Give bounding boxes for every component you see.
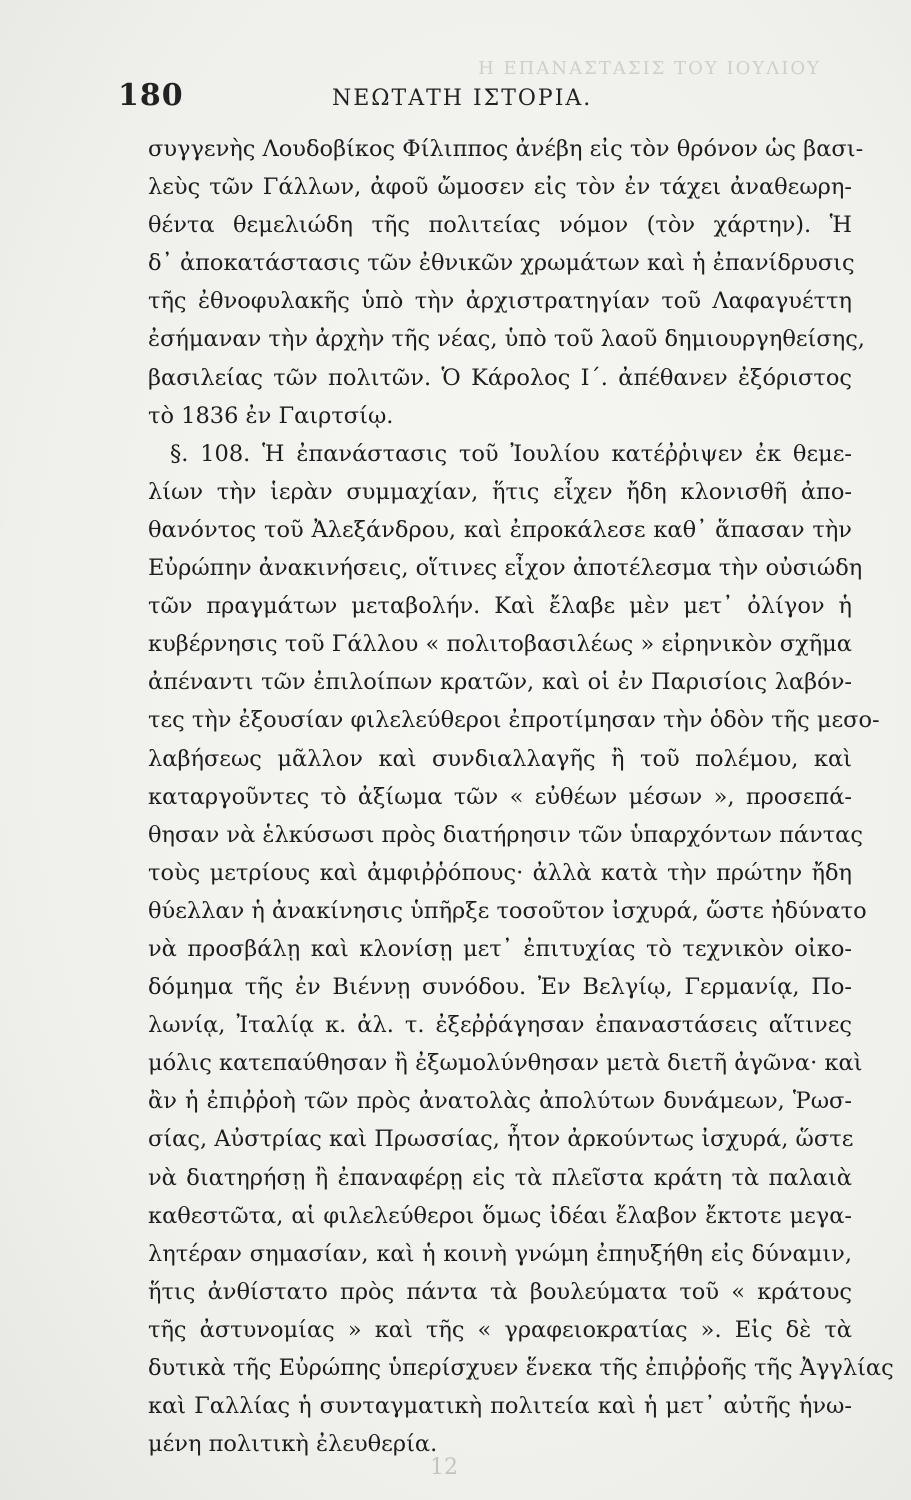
text-line: θησαν νὰ ἑλκύσωσι πρὸς διατήρησιν τῶν ὑπαρχόντων πάντας: [148, 821, 863, 848]
running-title: ΝΕΩΤΑΤΗ ΙΣΤΟΡΙΑ.: [332, 86, 593, 111]
text-line: ἐσήμαναν τὴν ἀρχὴν τῆς νέας, ὑπὸ τοῦ λαοῦ δημιουργηθείσης,: [148, 326, 865, 353]
text-line: τῆς ἐθνοφυλακῆς ὑπὸ τὴν ἀρχιστρατηγίαν τοῦ Λαφαγυέττη: [148, 288, 852, 315]
text-line: τοὺς μετρίους καὶ ἀμφιῤῥόπους· ἀλλὰ κατὰ τὴν πρώτην ἤδη: [148, 859, 852, 886]
text-line: λητέραν σημασίαν, καὶ ἡ κοινὴ γνώμη ἐπηυξήθη εἰς δύναμιν,: [148, 1240, 852, 1267]
text-line: τὸ 1836 ἐν Γαιρτσίῳ.: [148, 402, 394, 429]
text-line: θέντα θεμελιώδη τῆς πολιτείας νόμον (τὸν χάρτην). Ἡ: [148, 212, 852, 239]
text-line: δ᾽ ἀποκατάστασις τῶν ἐθνικῶν χρωμάτων καὶ ἡ ἐπανίδρυσις: [148, 250, 855, 277]
text-line: τῆς ἀστυνομίας » καὶ τῆς « γραφειοκρατίας ». Εἰς δὲ τὰ: [148, 1316, 852, 1343]
text-line: Εὐρώπην ἀνακινήσεις, οἵτινες εἶχον ἀποτέλεσμα τὴν οὐσιώδη: [148, 555, 863, 582]
text-line: νὰ προσβάλῃ καὶ κλονίσῃ μετ᾽ ἐπιτυχίας τὸ τεχνικὸν οἰκο-: [148, 935, 852, 962]
text-line: σίας, Αὐστρίας καὶ Πρωσσίας, ἦτον ἀρκούντως ἰσχυρά, ὥστε: [148, 1126, 854, 1153]
text-line: τῶν πραγμάτων μεταβολήν. Καὶ ἔλαβε μὲν μετ᾽ ὀλίγον ἡ: [148, 593, 852, 620]
text-line: λεὺς τῶν Γάλλων, ἀφοῦ ὤμοσεν εἰς τὸν ἐν τάχει ἀναθεωρη-: [148, 174, 852, 201]
text-line: καθεστῶτα, αἱ φιλελεύθεροι ὅμως ἰδέαι ἔλαβον ἔκτοτε μεγα-: [148, 1202, 852, 1229]
page-number: 180: [118, 78, 184, 113]
text-line: δόμημα τῆς ἐν Βιέννῃ συνόδου. Ἐν Βελγίῳ, Γερμανίᾳ, Πο-: [148, 974, 852, 1001]
text-line: βασιλείας τῶν πολιτῶν. Ὁ Κάρολος Ι΄. ἀπέθανεν ἐξόριστος: [148, 364, 852, 391]
text-line: §. 108. Ἡ ἐπανάστασις τοῦ Ἰουλίου κατέῤῥιψεν ἐκ θεμε-: [170, 440, 852, 467]
text-line: κυβέρνησις τοῦ Γάλλου « πολιτοβασιλέως » εἰρηνικὸν σχῆμα: [148, 631, 852, 658]
body-text: [148, 130, 894, 1463]
text-line: μόλις κατεπαύθησαν ἢ ἐξωμολύνθησαν μετὰ διετῆ ἀγῶνα· καὶ: [148, 1050, 863, 1077]
text-line: συγγενὴς Λουδοβίκος Φίλιππος ἀνέβη εἰς τὸν θρόνον ὡς βασι-: [148, 136, 864, 162]
text-line: ἀπέναντι τῶν ἐπιλοίπων κρατῶν, καὶ οἱ ἐν Παρισίοις λαβόν-: [148, 669, 852, 696]
text-line: λαβήσεως μᾶλλον καὶ συνδιαλλαγῆς ἢ τοῦ πολέμου, καὶ: [148, 745, 852, 772]
text-line: ἥτις ἀνθίστατο πρὸς πάντα τὰ βουλεύματα τοῦ « κράτους: [148, 1278, 852, 1305]
text-line: καὶ Γαλλίας ἡ συνταγματικὴ πολιτεία καὶ ἡ μετ᾽ αὐτῆς ἡνω-: [148, 1393, 852, 1420]
text-line: τες τὴν ἐξουσίαν φιλελεύθεροι ἐπροτίμησαν τὴν ὁδὸν τῆς μεσο-: [148, 707, 880, 734]
bleed-through-mark: 12: [430, 1455, 458, 1480]
text-line: θανόντος τοῦ Ἀλεξάνδρου, καὶ ἐπροκάλεσε καθ᾽ ἅπασαν τὴν: [148, 516, 852, 543]
page-header: [118, 78, 818, 118]
text-line: ἂν ἡ ἐπιῤῥοὴ τῶν πρὸς ἀνατολὰς ἀπολύτων δυνάμεων, Ῥωσ-: [148, 1088, 852, 1115]
text-line: λίων τὴν ἱερὰν συμμαχίαν, ἥτις εἶχεν ἤδη κλονισθῆ ἀπο-: [148, 478, 852, 505]
text-line: μένη πολιτικὴ ἐλευθερία.: [148, 1431, 438, 1458]
text-line: νὰ διατηρήσῃ ἢ ἐπαναφέρῃ εἰς τὰ πλεῖστα κράτη τὰ παλαιὰ: [148, 1164, 852, 1191]
bleed-through-text: Η ΕΠΑΝΑΣΤΑΣΙΣ ΤΟΥ ΙΟΥΛΙΟΥ: [478, 58, 821, 79]
text-line: λωνίᾳ, Ἰταλίᾳ κ. ἀλ. τ. ἐξεῤῥάγησαν ἐπαναστάσεις αἵτινες: [148, 1012, 852, 1039]
text-line: δυτικὰ τῆς Εὐρώπης ὑπερίσχυεν ἕνεκα τῆς ἐπιῤῥοῆς τῆς Ἀγγλίας: [148, 1355, 894, 1381]
text-line: καταργοῦντες τὸ ἀξίωμα τῶν « εὐθέων μέσων », προσεπά-: [148, 783, 852, 810]
text-line: θύελλαν ἡ ἀνακίνησις ὑπῆρξε τοσοῦτον ἰσχυρά, ὥστε ἠδύνατο: [148, 897, 867, 924]
